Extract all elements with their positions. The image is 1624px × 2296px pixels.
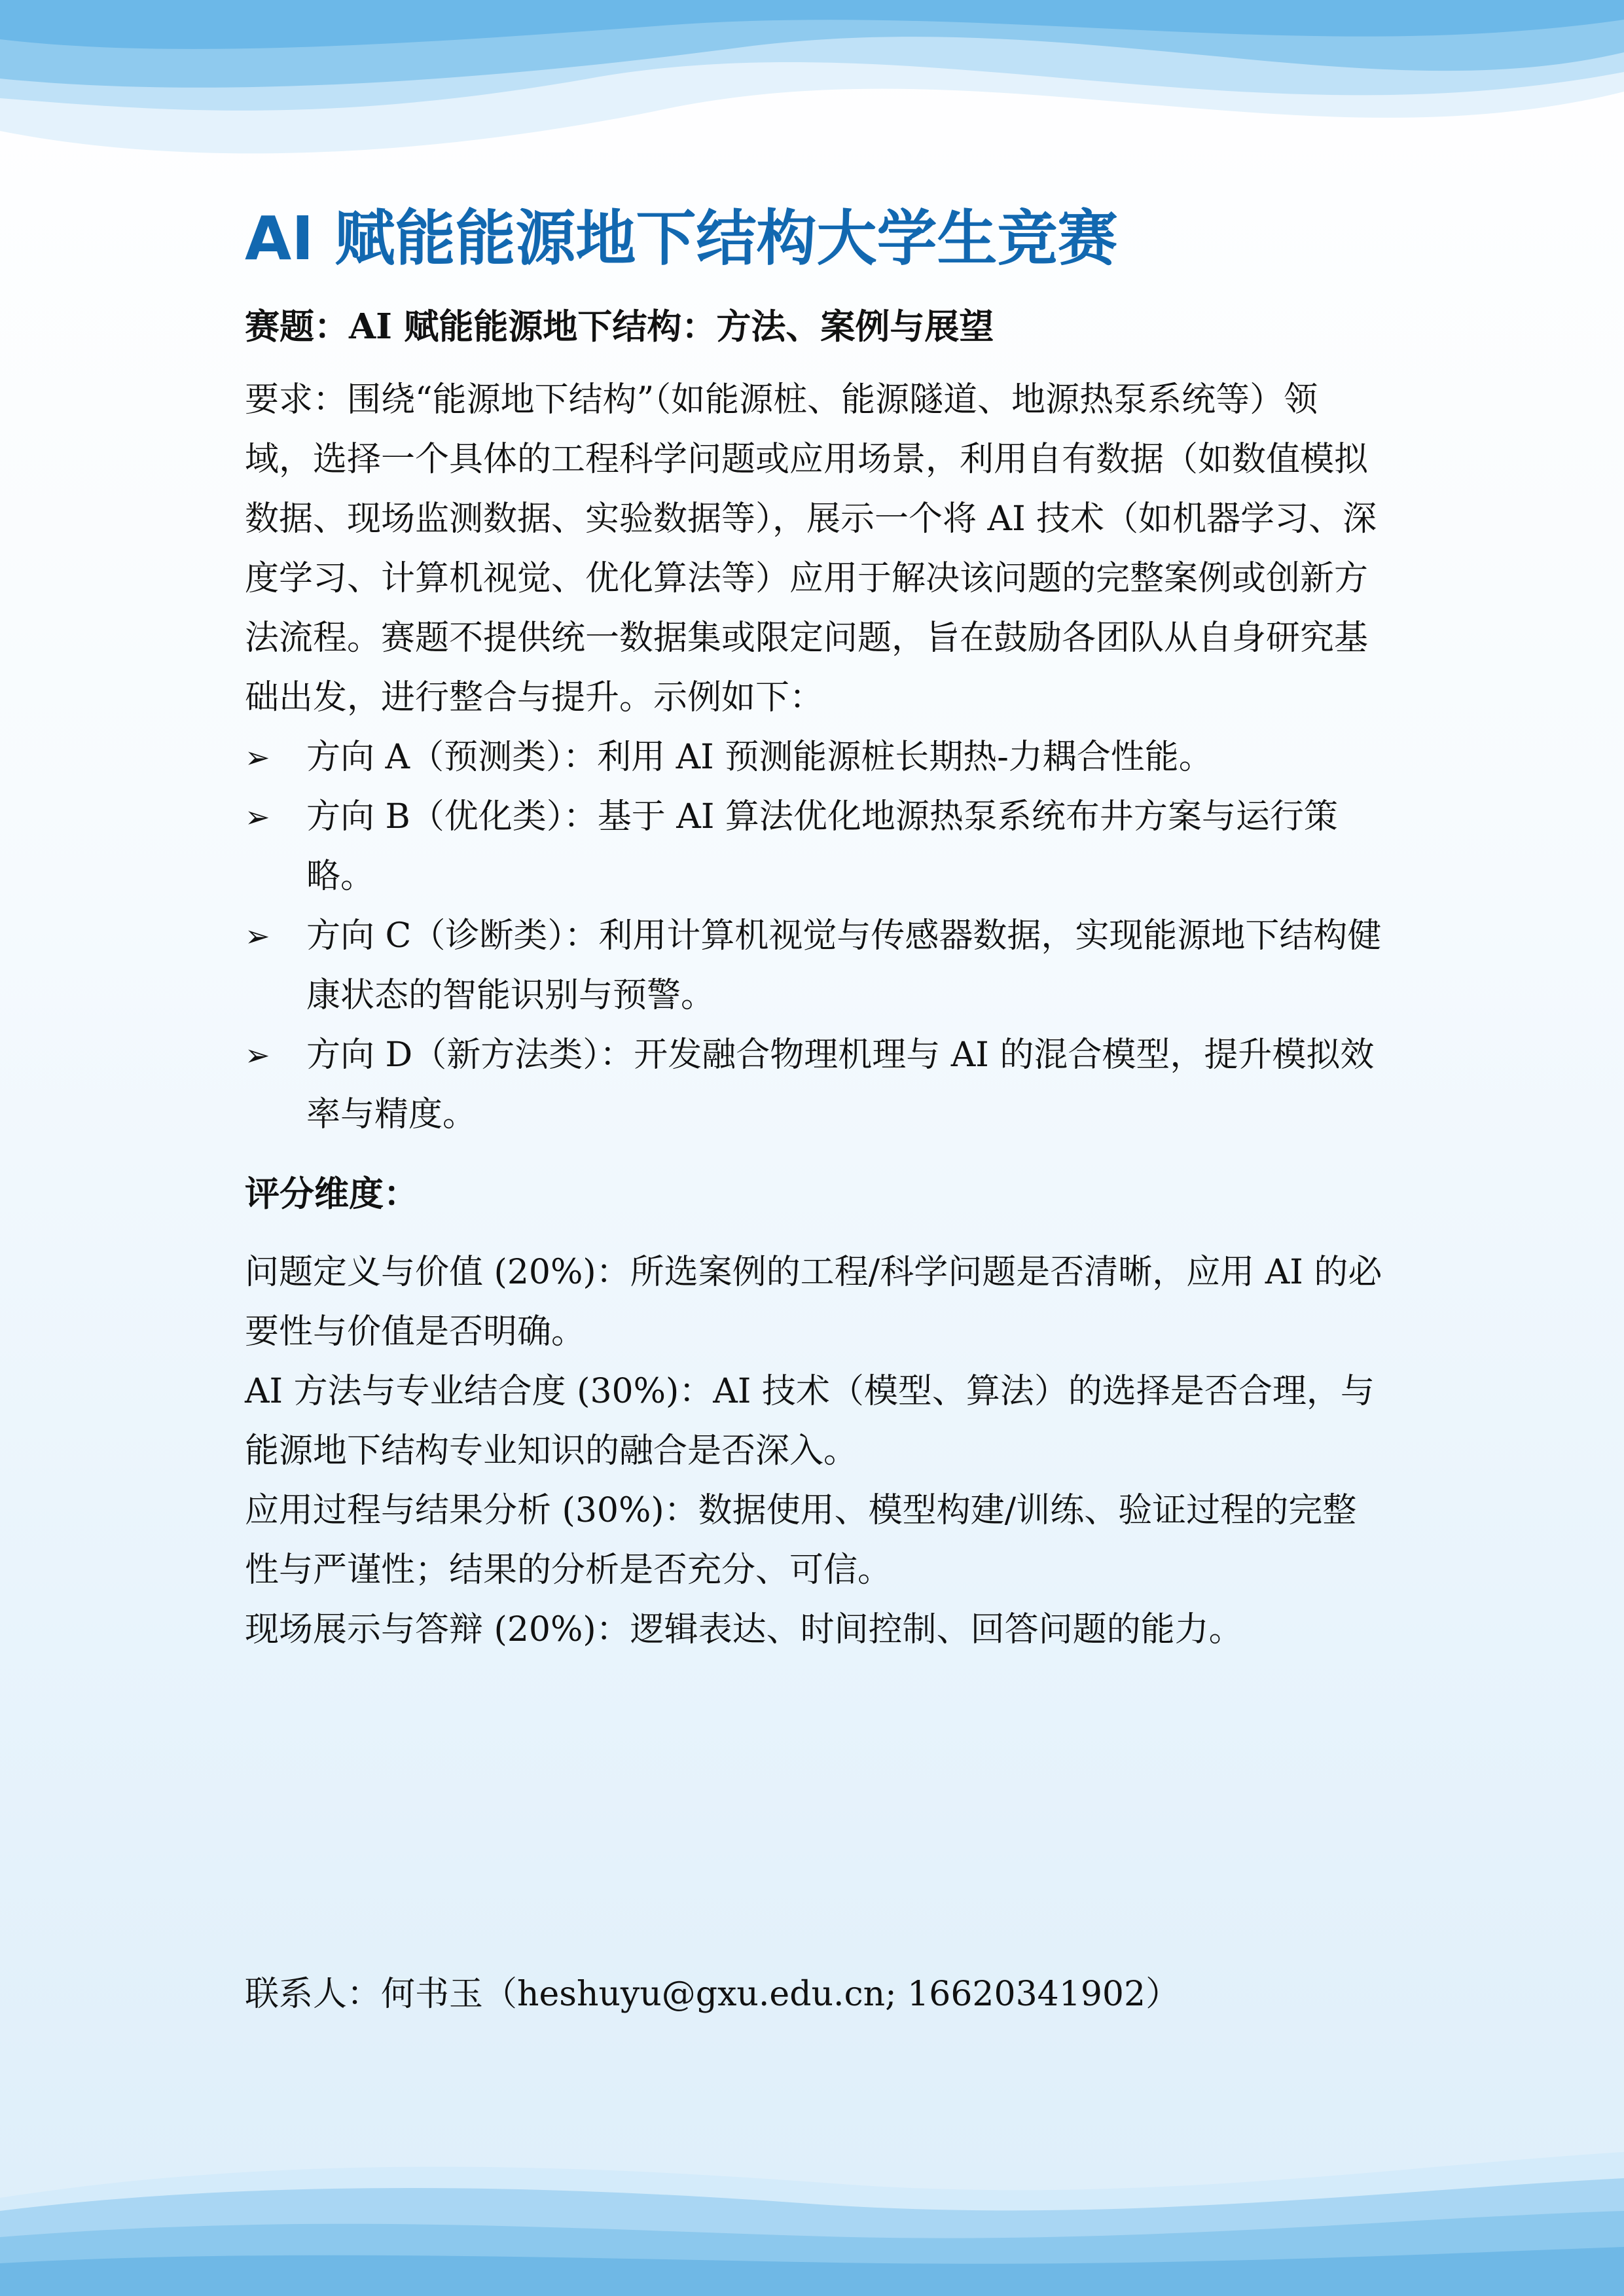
list-item [245,1026,1384,1145]
direction-list [245,728,1384,1145]
scoring-item: 现场展示与答辩 (20%)：逻辑表达、时间控制、回答问题的能力。 [245,1610,1243,1649]
list-item [245,906,1384,1026]
contact-info: 联系人：何书玉（heshuyu@gxu.edu.cn; 16620341902） [245,1975,1180,2014]
arrowhead-bullet-icon: ➢ [245,1037,270,1073]
direction-text: 方向 B（优化类）：基于 AI 算法优化地源热泵系统布井方案与运行策略。 [306,797,1338,896]
scoring-heading: 评分维度： [245,1174,418,1214]
scoring-criteria [245,1243,1384,1660]
list-item [245,728,1384,787]
document-content [245,190,1384,1660]
arrowhead-bullet-icon: ➢ [245,740,270,775]
scoring-item: 问题定义与价值 (20%)：所选案例的工程/科学问题是否清晰，应用 AI 的必要性与价值是否明确。 [245,1253,1382,1352]
requirement-paragraph: 要求：围绕“能源地下结构”（如能源桩、能源隧道、地源热泵系统等）领域，选择一个具体的工程科学问题或应用场景，利用自有数据（如数值模拟数据、现场监测数据、实验数据等），展示一个将 AI 技术（如机器学习、深度学习、计算机视觉、优化算法等）应用于解决该问题的完整案例或创新方法流程。赛题不提供统一数据集或限定问题，旨在鼓励各团队从自身研究基础出发，进行整合与提升。示例如下： [245,380,1377,717]
arrowhead-bullet-icon: ➢ [245,799,270,834]
header-wave-decoration [0,0,1624,196]
list-item [245,787,1384,906]
competition-topic: 赛题：AI 赋能能源地下结构：方法、案例与展望 [245,306,994,347]
direction-text: 方向 C（诊断类）：利用计算机视觉与传感器数据，实现能源地下结构健康状态的智能识别与预警。 [306,916,1382,1015]
page-title: AI 赋能能源地下结构大学生竞赛 [245,204,1118,274]
scoring-item: AI 方法与专业结合度 (30%)：AI 技术（模型、算法）的选择是否合理，与能源地下结构专业知识的融合是否深入。 [245,1372,1375,1471]
direction-text: 方向 A（预测类）：利用 AI 预测能源桩长期热-力耦合性能。 [306,738,1213,777]
direction-text: 方向 D（新方法类）：开发融合物理机理与 AI 的混合模型，提升模拟效率与精度。 [306,1035,1375,1134]
scoring-item: 应用过程与结果分析 (30%)：数据使用、模型构建/训练、验证过程的完整性与严谨性；结果的分析是否充分、可信。 [245,1491,1357,1590]
footer-wave-decoration [0,2126,1624,2296]
arrowhead-bullet-icon: ➢ [245,918,270,954]
